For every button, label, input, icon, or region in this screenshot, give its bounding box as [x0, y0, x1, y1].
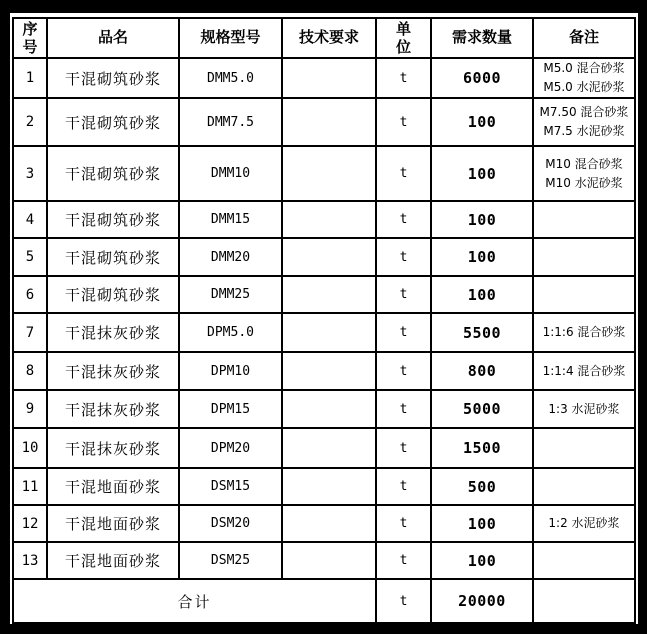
cell-qty: 1500 — [431, 428, 533, 468]
cell-unit: t — [376, 98, 431, 146]
cell-unit: t — [376, 146, 431, 201]
cell-qty: 100 — [431, 505, 533, 542]
header-tech — [282, 18, 376, 58]
cell-spec: DMM10 — [179, 146, 282, 201]
cell-serial: 6 — [13, 276, 47, 313]
cell-unit: t — [376, 428, 431, 468]
cell-qty: 100 — [431, 201, 533, 238]
cell-spec: DSM20 — [179, 505, 282, 542]
cell-remark — [533, 238, 635, 276]
table-row — [13, 390, 635, 428]
sheet — [10, 13, 638, 624]
cell-spec: DPM5.0 — [179, 313, 282, 352]
remark-line: M5.0 混合砂浆 — [543, 61, 625, 75]
table-row — [13, 98, 635, 146]
cell-product-name: 干混砌筑砂浆 — [47, 58, 179, 98]
cell-tech — [282, 98, 376, 146]
cell-tech — [282, 276, 376, 313]
cell-serial: 9 — [13, 390, 47, 428]
cell-qty: 100 — [431, 276, 533, 313]
total-remark-cell — [533, 579, 635, 623]
header-product-name-label: 品名 — [97, 28, 128, 47]
cell-remark — [533, 505, 635, 542]
cell-unit: t — [376, 313, 431, 352]
cell-unit: t — [376, 390, 431, 428]
remark-line: M10 水泥砂浆 — [545, 175, 623, 190]
table-row — [13, 352, 635, 390]
table-footer — [13, 579, 635, 623]
header-remark — [533, 18, 635, 58]
total-row — [13, 579, 635, 623]
cell-tech — [282, 428, 376, 468]
cell-serial: 3 — [13, 146, 47, 201]
cell-qty: 800 — [431, 352, 533, 390]
table-row — [13, 542, 635, 579]
cell-tech — [282, 352, 376, 390]
header-serial — [13, 18, 47, 58]
cell-qty: 5500 — [431, 313, 533, 352]
cell-remark — [533, 313, 635, 352]
table-row — [13, 468, 635, 505]
remark-line: M5.0 水泥砂浆 — [543, 80, 625, 95]
cell-spec: DMM20 — [179, 238, 282, 276]
cell-unit: t — [376, 352, 431, 390]
cell-unit: t — [376, 468, 431, 505]
cell-qty: 500 — [431, 468, 533, 505]
remark-line: M7.50 混合砂浆 — [539, 105, 629, 120]
cell-qty: 6000 — [431, 58, 533, 98]
remark-line: M10 混合砂浆 — [545, 156, 623, 171]
cell-tech — [282, 313, 376, 352]
cell-product-name: 干混砌筑砂浆 — [47, 276, 179, 313]
cell-qty: 5000 — [431, 390, 533, 428]
cell-serial: 2 — [13, 98, 47, 146]
cell-remark — [533, 352, 635, 390]
cell-product-name: 干混抹灰砂浆 — [47, 352, 179, 390]
cell-qty: 100 — [431, 238, 533, 276]
cell-spec: DSM25 — [179, 542, 282, 579]
cell-product-name: 干混地面砂浆 — [47, 468, 179, 505]
cell-unit: t — [376, 542, 431, 579]
cell-serial: 1 — [13, 58, 47, 98]
cell-tech — [282, 468, 376, 505]
header-unit — [376, 18, 431, 58]
table-row — [13, 238, 635, 276]
cell-remark — [533, 201, 635, 238]
table-row — [13, 505, 635, 542]
table-row — [13, 58, 635, 98]
header-qty — [431, 18, 533, 58]
cell-product-name: 干混地面砂浆 — [47, 505, 179, 542]
cell-serial: 12 — [13, 505, 47, 542]
header-unit-label: 单位 — [395, 19, 411, 56]
cell-serial: 5 — [13, 238, 47, 276]
cell-spec: DPM10 — [179, 352, 282, 390]
cell-spec: DMM25 — [179, 276, 282, 313]
cell-remark — [533, 276, 635, 313]
cell-product-name: 干混砌筑砂浆 — [47, 98, 179, 146]
cell-product-name: 干混抹灰砂浆 — [47, 313, 179, 352]
total-label-cell: 合计 — [13, 579, 376, 623]
cell-product-name: 干混地面砂浆 — [47, 542, 179, 579]
cell-unit: t — [376, 58, 431, 98]
cell-tech — [282, 146, 376, 201]
cell-unit: t — [376, 238, 431, 276]
cell-spec: DPM20 — [179, 428, 282, 468]
cell-serial: 11 — [13, 468, 47, 505]
cell-serial: 8 — [13, 352, 47, 390]
table-body — [13, 58, 635, 579]
cell-qty: 100 — [431, 542, 533, 579]
header-product-name — [47, 18, 179, 58]
header-serial-label: 序号 — [22, 19, 38, 56]
remark-line: 1:2 水泥砂浆 — [548, 516, 620, 531]
table-row — [13, 146, 635, 201]
cell-spec: DMM15 — [179, 201, 282, 238]
total-unit-cell: t — [376, 579, 431, 623]
cell-spec: DMM7.5 — [179, 98, 282, 146]
cell-remark — [533, 146, 635, 201]
cell-unit: t — [376, 201, 431, 238]
table-row — [13, 428, 635, 468]
header-remark-label: 备注 — [568, 28, 599, 47]
cell-remark — [533, 428, 635, 468]
cell-product-name: 干混砌筑砂浆 — [47, 146, 179, 201]
remark-line: 1:1:4 混合砂浆 — [542, 363, 626, 378]
remark-line: M7.5 水泥砂浆 — [543, 124, 625, 139]
cell-tech — [282, 542, 376, 579]
remark-line: 1:1:6 混合砂浆 — [542, 325, 626, 340]
table-header — [13, 18, 635, 58]
materials-table — [12, 17, 636, 625]
table-row — [13, 201, 635, 238]
cell-unit: t — [376, 505, 431, 542]
cell-remark — [533, 390, 635, 428]
cell-product-name: 干混砌筑砂浆 — [47, 201, 179, 238]
cell-tech — [282, 58, 376, 98]
cell-product-name: 干混抹灰砂浆 — [47, 428, 179, 468]
total-qty-cell: 20000 — [431, 579, 533, 623]
cell-serial: 4 — [13, 201, 47, 238]
cell-product-name: 干混抹灰砂浆 — [47, 390, 179, 428]
cell-tech — [282, 390, 376, 428]
cell-spec: DSM15 — [179, 468, 282, 505]
cell-qty: 100 — [431, 146, 533, 201]
table-row — [13, 313, 635, 352]
header-spec-label: 规格型号 — [200, 28, 261, 47]
cell-remark — [533, 468, 635, 505]
cell-spec: DMM5.0 — [179, 58, 282, 98]
cell-spec: DPM15 — [179, 390, 282, 428]
cell-tech — [282, 505, 376, 542]
cell-serial: 13 — [13, 542, 47, 579]
header-spec — [179, 18, 282, 58]
table-header-row — [13, 18, 635, 58]
header-tech-label: 技术要求 — [298, 28, 359, 47]
cell-remark — [533, 542, 635, 579]
cell-remark — [533, 58, 635, 98]
cell-serial: 10 — [13, 428, 47, 468]
header-qty-label: 需求数量 — [451, 28, 512, 47]
cell-tech — [282, 238, 376, 276]
cell-unit: t — [376, 276, 431, 313]
cell-product-name: 干混砌筑砂浆 — [47, 238, 179, 276]
table-row — [13, 276, 635, 313]
cell-qty: 100 — [431, 98, 533, 146]
cell-remark — [533, 98, 635, 146]
remark-line: 1:3 水泥砂浆 — [548, 401, 620, 416]
cell-tech — [282, 201, 376, 238]
cell-serial: 7 — [13, 313, 47, 352]
